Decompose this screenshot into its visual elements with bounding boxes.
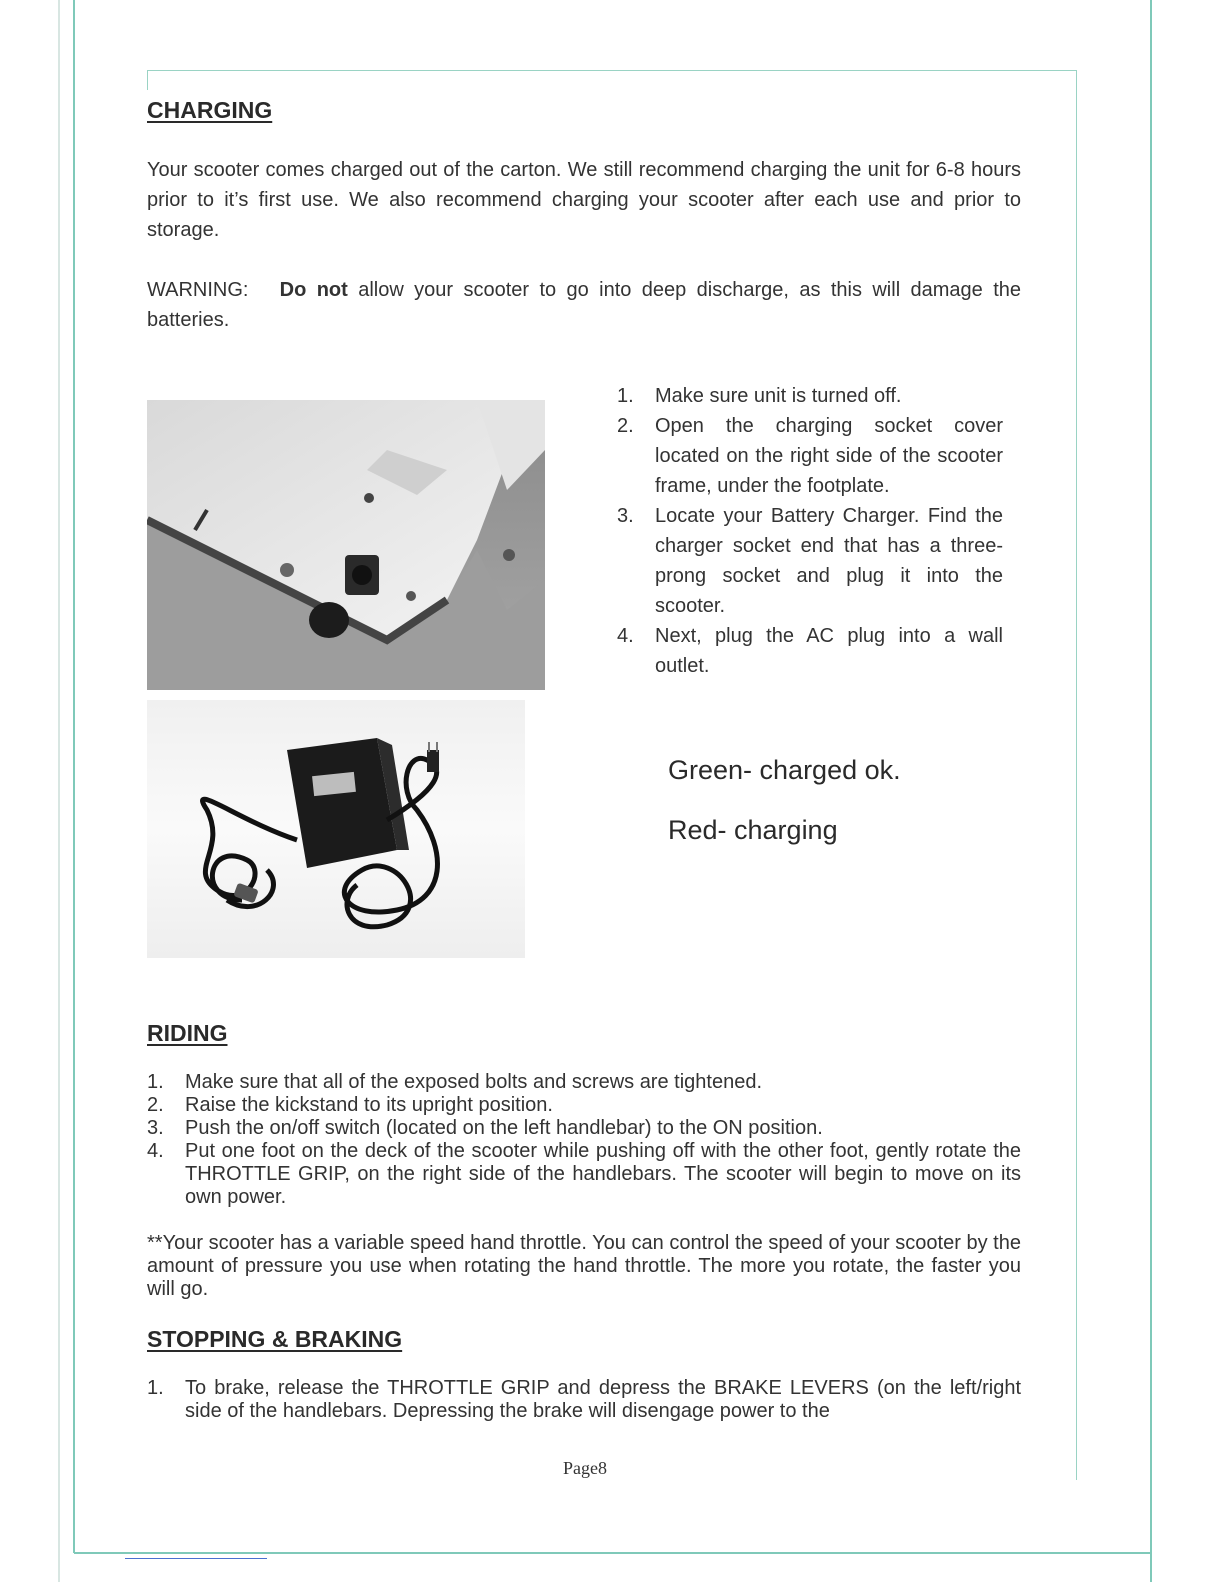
page-number: Page8 (563, 1458, 607, 1478)
status-red-text: Red- charging (668, 815, 838, 845)
status-green-text: Green- charged ok. (668, 755, 901, 785)
step-number: 3. (617, 505, 634, 527)
step-number: 2. (617, 415, 634, 437)
step-text: Put one foot on the deck of the scooter while pushing off with the other foot, gently rotate the THROTTLE GRIP, on the right side of the handlebars. The scooter will begin to move on its own power. (185, 1140, 1021, 1208)
step-text: Raise the kickstand to its upright position. (185, 1094, 553, 1116)
step-number: 3. (147, 1117, 164, 1139)
step-text: Make sure unit is turned off. (655, 385, 902, 407)
braking-heading: STOPPING & BRAKING (147, 1326, 403, 1352)
battery-charger-illustration (147, 700, 525, 958)
charging-step (617, 621, 1003, 681)
riding-heading: RIDING (147, 1020, 228, 1046)
riding-step (147, 1117, 1021, 1140)
step-text: Push the on/off switch (located on the left handlebar) to the ON position. (185, 1117, 823, 1139)
charging-socket-photo (147, 400, 545, 690)
charging-intro: Your scooter comes charged out of the carton. We still recommend charging the unit for 6-8 hours prior to it’s first use. We also recommend charging your scooter after each use and prior to storage. (147, 159, 1021, 241)
step-text: Open the charging socket cover located on the right side of the scooter frame, under the footplate. (655, 415, 1003, 497)
warning-text: allow your scooter to go into deep discharge, as this will damage the batteries. (147, 279, 1021, 331)
step-text: Locate your Battery Charger. Find the charger socket end that has a three-prong socket and plug it into the scooter. (655, 505, 1003, 617)
riding-steps (147, 1071, 1021, 1209)
step-number: 1. (147, 1377, 164, 1399)
riding-step (147, 1140, 1021, 1209)
riding-step (147, 1071, 1021, 1094)
braking-steps (147, 1377, 1021, 1423)
step-text: Next, plug the AC plug into a wall outlet. (655, 625, 1003, 677)
braking-step (147, 1377, 1021, 1423)
riding-step (147, 1094, 1021, 1117)
step-text: To brake, release the THROTTLE GRIP and depress the BRAKE LEVERS (on the left/right side of the handlebars. Depressing the brake will disengage power to the (185, 1377, 1021, 1422)
charging-socket-illustration (147, 400, 545, 690)
charging-step (617, 381, 1003, 411)
warning-label: WARNING: (147, 279, 249, 301)
charging-step (617, 501, 1003, 621)
charging-step (617, 411, 1003, 501)
step-number: 4. (617, 625, 634, 647)
charging-steps (617, 381, 1003, 681)
charging-heading: CHARGING (147, 97, 273, 123)
page-bottom-rule (74, 1552, 1152, 1554)
step-text: Make sure that all of the exposed bolts and screws are tightened. (185, 1071, 763, 1093)
battery-charger-photo (147, 700, 525, 958)
charging-warning (147, 275, 1021, 335)
step-number: 2. (147, 1094, 164, 1116)
step-number: 1. (617, 385, 634, 407)
page-left-rule (73, 0, 75, 1553)
step-number: 4. (147, 1140, 164, 1162)
warning-bold: Do not (279, 279, 348, 301)
content-frame-tick (147, 70, 148, 90)
throttle-note: **Your scooter has a variable speed hand throttle. You can control the speed of your scooter by the amount of pressure you use when rotating the hand throttle. The more you rotate, the faster you will go. (147, 1232, 1021, 1300)
step-number: 1. (147, 1071, 164, 1093)
footer-link-underline (125, 1558, 267, 1559)
